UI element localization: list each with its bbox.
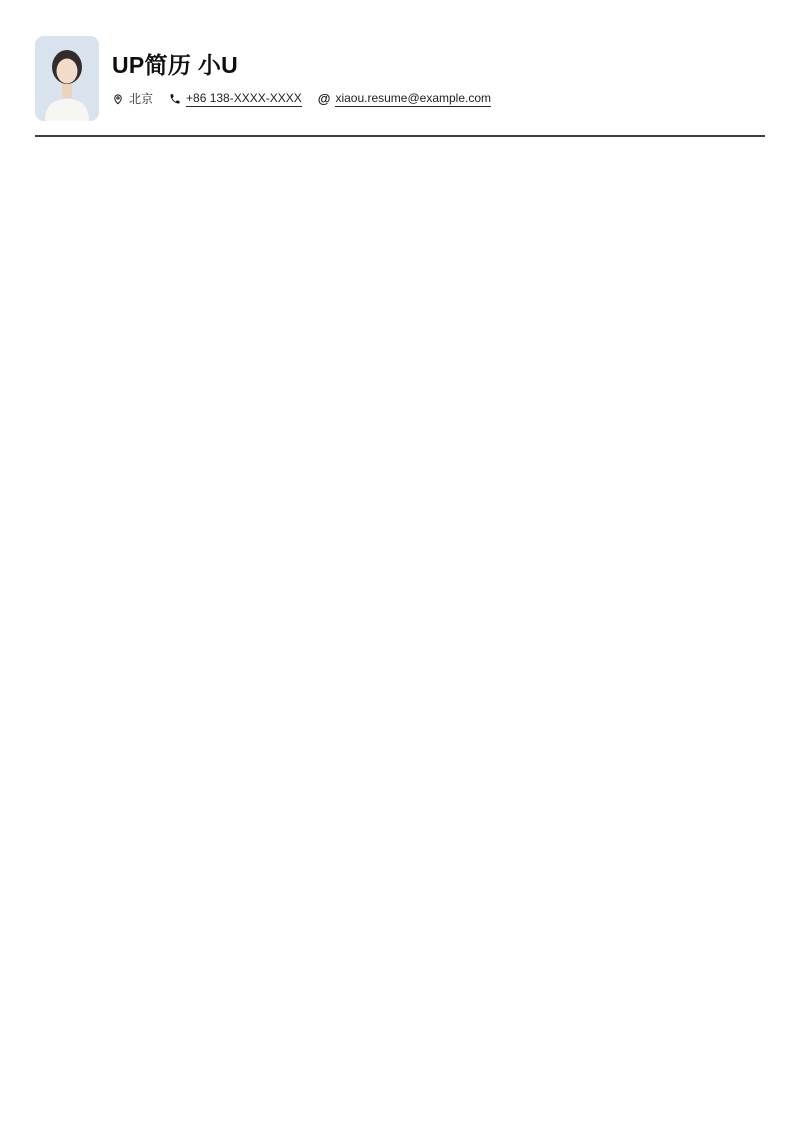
phone-text[interactable]: +86 138-XXXX-XXXX xyxy=(186,90,302,105)
phone-icon xyxy=(169,93,181,105)
contact-row xyxy=(112,90,491,107)
page-title: UP简历 小U xyxy=(112,52,239,78)
avatar xyxy=(35,36,99,121)
location-text: 北京 xyxy=(129,92,154,106)
contact-phone[interactable] xyxy=(169,91,302,107)
at-icon: @ xyxy=(317,91,331,106)
profile-photo xyxy=(35,36,99,121)
header-divider xyxy=(35,135,765,137)
contact-email[interactable] xyxy=(318,91,491,107)
contact-location xyxy=(112,90,153,107)
header xyxy=(35,36,765,121)
location-pin-icon xyxy=(112,93,124,105)
email-text[interactable]: xiaou.resume@example.com xyxy=(335,90,492,105)
header-info xyxy=(112,36,491,121)
